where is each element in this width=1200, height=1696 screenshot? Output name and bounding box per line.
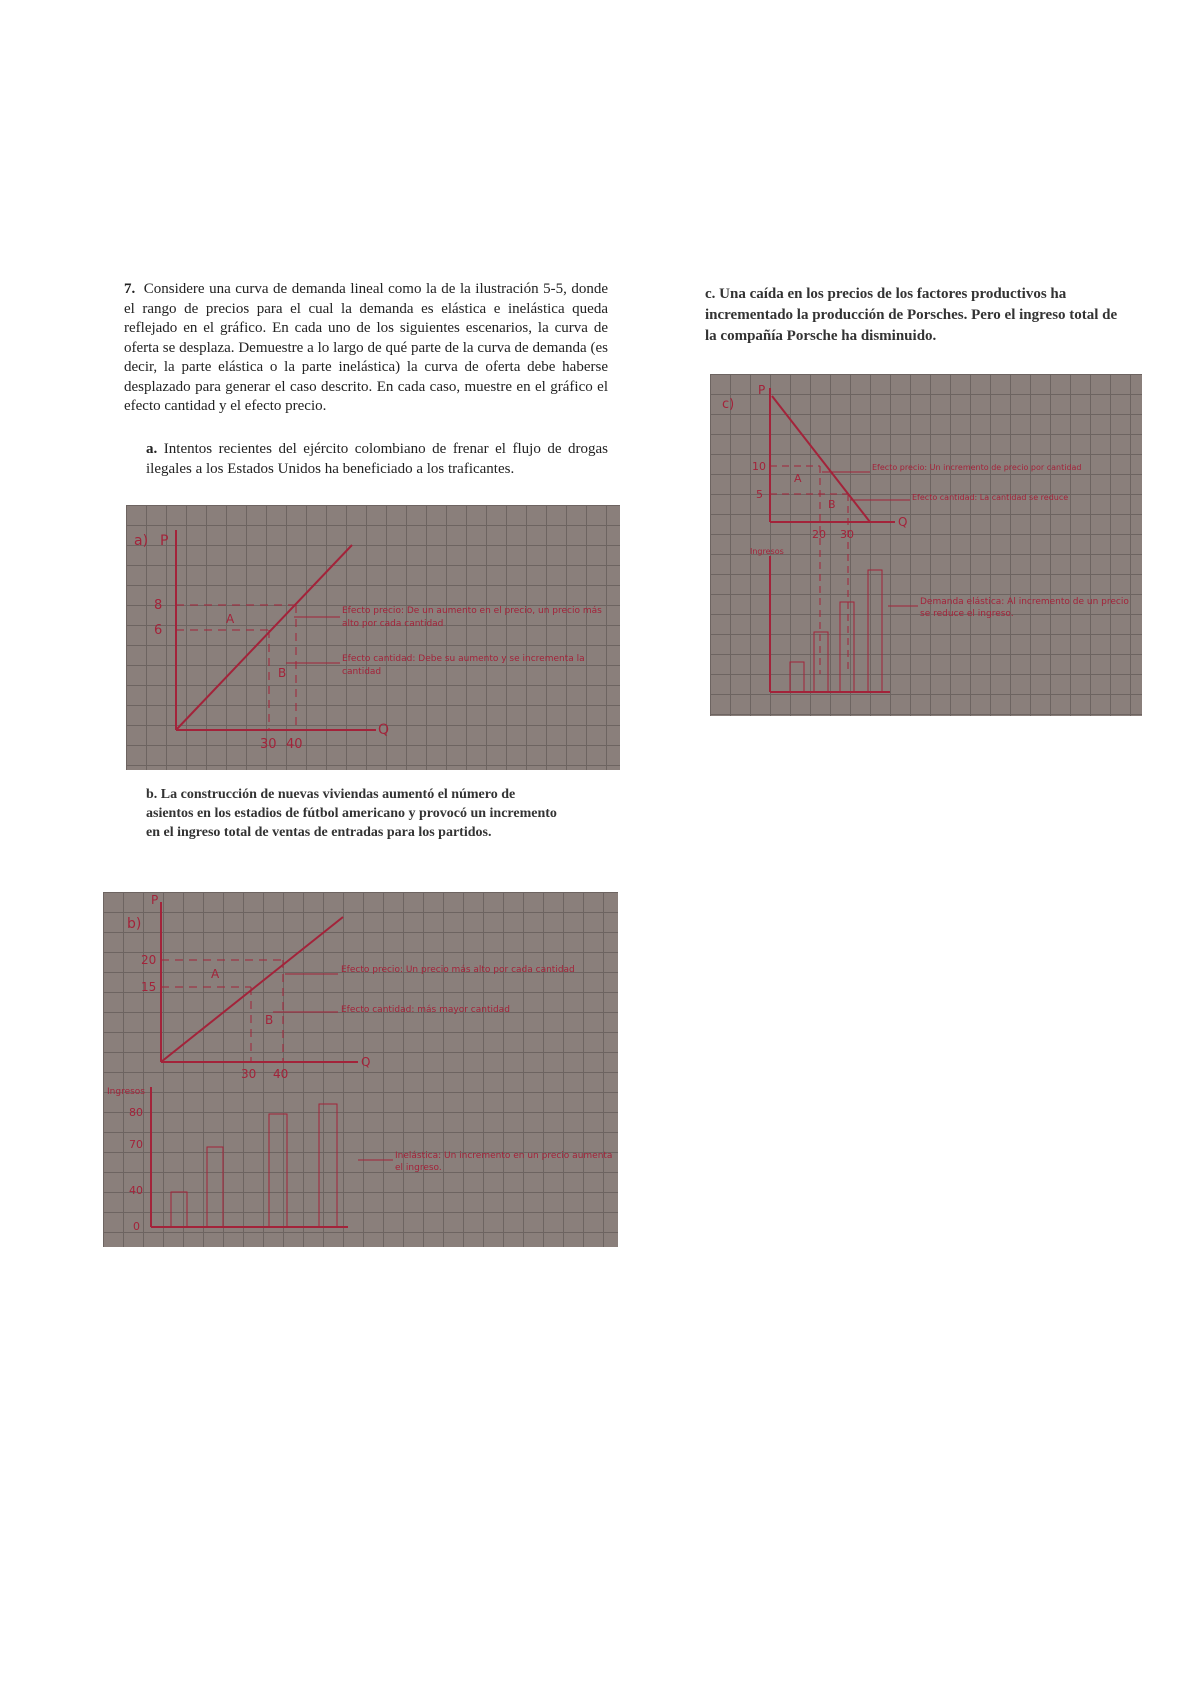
y-tick-20: 20 [141,953,157,967]
quantity-effect-note: Efecto cantidad: Debe su aumento y se incrementa la cantidad [342,654,585,677]
y-axis-label: P [160,533,169,549]
question-number: 7. [124,281,136,297]
part-c [705,284,1125,347]
demand-line [161,917,343,1062]
revenue-bar [840,602,854,692]
area-b-label: B [278,666,287,680]
revenue-tick-70: 70 [129,1138,143,1151]
part-b-label: b. [146,787,158,802]
part-b-text: La construcción de nuevas viviendas aumentó el número de asientos en los estadios de fútbol americano y provocó un incremento en el ingreso total de ventas de entradas para los partidos. [146,787,557,840]
area-a-label: A [794,472,802,485]
price-effect-note: Efecto precio: De un aumento en el precio, un precio más alto por cada cantidad [342,606,602,629]
revenue-bar [814,632,828,692]
x-tick-40: 40 [286,737,303,752]
part-a [146,440,608,479]
demand-line [176,545,352,730]
x-axis-label: Q [898,515,908,529]
y-axis-label: P [758,383,766,397]
price-effect-note: Efecto precio: Un incremento de precio por cantidad [872,463,1082,472]
revenue-axis-label: Ingresos [107,1087,145,1097]
revenue-bar [171,1192,187,1227]
area-b-label: B [828,498,836,511]
x-axis-label: Q [378,722,390,738]
x-tick-30: 30 [241,1067,257,1081]
question-text: Considere una curva de demanda lineal como la de la ilustración 5-5, donde el rango de precios para el cual la demanda es elástica e inelástica queda reflejado en el gráfico. En cada uno de los siguientes escenarios, la curva de oferta se desplaza. Demuestre a lo largo de qué parte de la curva de demanda (es decir, la parte elástica o la parte inelástica) la curva de oferta debe haberse desplazado para generar el caso descrito. En cada caso, muestre en el gráfico el efecto cantidad y el efecto precio. [124,281,608,414]
revenue-tick-0: 0 [133,1220,140,1233]
part-b [146,785,566,842]
y-tick-15: 15 [141,980,157,994]
x-tick-30: 30 [260,737,277,752]
x-tick-40: 40 [273,1067,289,1081]
part-a-label: a. [146,441,158,457]
x-axis-label: Q [361,1055,371,1069]
area-a-label: A [211,967,220,981]
inelastic-note: Inelástica: Un incremento en un precio aumenta el ingreso. [395,1151,613,1173]
part-c-label: c. [705,286,716,302]
revenue-bar [207,1147,223,1227]
y-tick-10: 10 [752,460,766,473]
elastic-note: Demanda elástica: Al incremento de un precio se reduce el ingreso. [920,597,1129,619]
part-a-text: Intentos recientes del ejército colombiano de frenar el flujo de drogas ilegales a los Estados Unidos ha beneficiado a los traficantes. [146,441,609,477]
area-a-label: A [226,612,235,626]
sketch-photo-b [103,892,618,1247]
panel-label: c) [722,397,735,412]
panel-label: b) [127,916,142,932]
demand-line [772,396,870,522]
y-tick-5: 5 [756,488,763,501]
revenue-bar [790,662,804,692]
revenue-tick-80: 80 [129,1106,143,1119]
quantity-effect-note: Efecto cantidad: más mayor cantidad [341,1005,510,1015]
x-tick-30: 30 [840,528,854,541]
sketch-photo-c [710,374,1142,716]
x-tick-20: 20 [812,528,826,541]
y-axis-label: P [151,893,159,907]
y-tick-6: 6 [154,623,163,638]
quantity-effect-note: Efecto cantidad: La cantidad se reduce [912,493,1069,502]
revenue-bar [868,570,882,692]
part-c-text: Una caída en los precios de los factores productivos ha incrementado la producción de Porsches. Pero el ingreso total de la compañía Porsche ha disminuido. [705,286,1118,344]
y-tick-8: 8 [154,598,163,613]
panel-label: a) [134,533,149,549]
sketch-photo-a [126,505,620,770]
question-7 [124,280,608,417]
revenue-tick-40: 40 [129,1184,143,1197]
revenue-axis-label: Ingresos [750,547,784,556]
revenue-bar [269,1114,287,1227]
price-effect-note: Efecto precio: Un precio más alto por cada cantidad [341,965,575,975]
revenue-bar [319,1104,337,1227]
area-b-label: B [265,1013,274,1027]
